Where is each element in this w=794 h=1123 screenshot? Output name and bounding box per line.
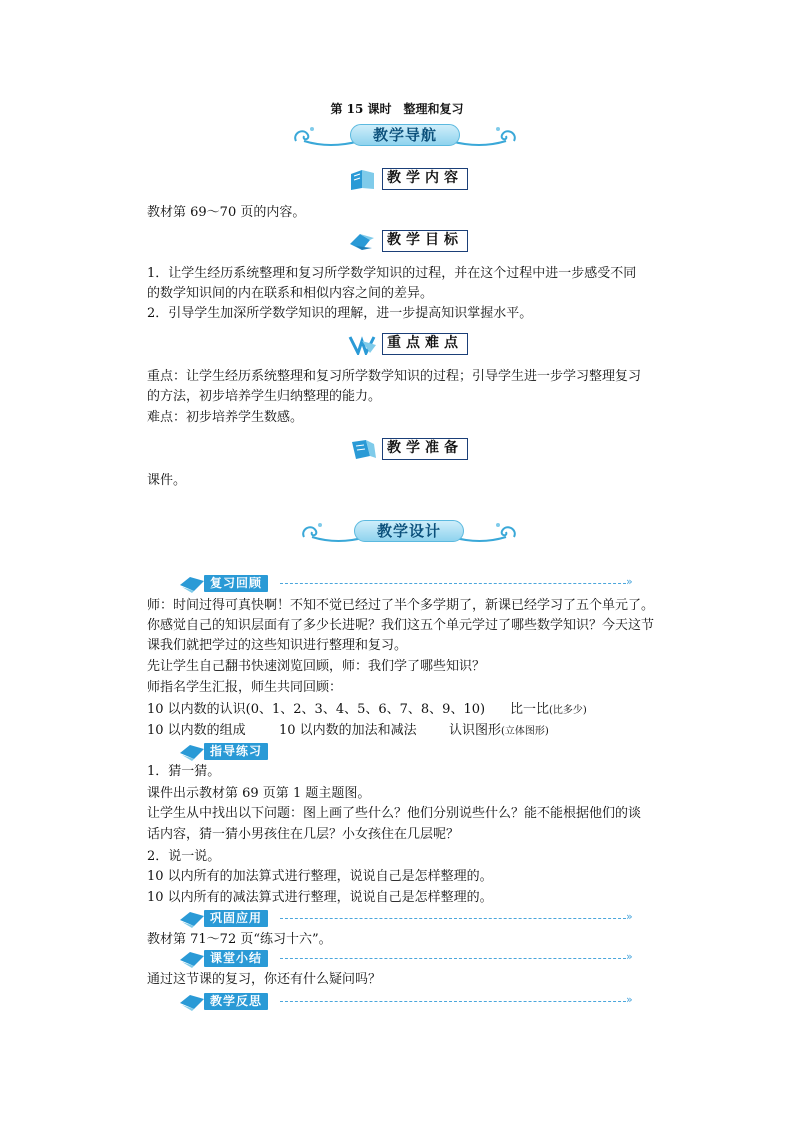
review-topic-5-note: (立体图形) [501, 726, 549, 737]
review-topic-5-text: 认识图形 [449, 723, 502, 738]
section-prep-label: 教学准备 [382, 438, 468, 460]
dashed-arrow-icon [280, 958, 626, 959]
review-line-3: 课我们就把学过的这些知识进行整理和复习。 [147, 638, 408, 653]
tag-review-label: 复习回顾 [204, 575, 268, 592]
practice-line-7: 10 以内所有的减法算式进行整理，说说自己是怎样整理的。 [147, 890, 493, 905]
practice-line-2: 课件出示教材第 69 页第 1 题主题图。 [147, 786, 371, 801]
dashed-arrow-icon: » [626, 993, 633, 1006]
dashed-arrow-icon [280, 918, 626, 919]
practice-line-6: 10 以内所有的加法算式进行整理，说说自己是怎样整理的。 [147, 869, 493, 884]
book-icon [348, 438, 378, 460]
review-line-1: 师：时间过得可真快啊！不知不觉已经过了半个多学期了，新课已经学习了五个单元了。 [147, 598, 655, 613]
goals-line-2: 的数学知识间的内在联系和相似内容之间的差异。 [147, 286, 434, 301]
banner-nav [290, 121, 520, 151]
goals-line-3: 2．引导学生加深所学数学知识的理解，进一步提高知识掌握水平。 [147, 306, 533, 321]
review-topic-4: 10 以内数的加法和减法 [279, 723, 417, 738]
tag-reflection-label: 教学反思 [204, 993, 268, 1010]
book-icon [348, 230, 378, 252]
tag-review [178, 573, 648, 593]
review-topic-5 [449, 723, 549, 740]
review-topic-2-note: (比多少) [549, 705, 587, 716]
review-topic-1: 10 以内数的认识(0、1、2、3、4、5、6、7、8、9、10) [147, 702, 486, 717]
practice-line-5: 2．说一说。 [147, 849, 221, 864]
tag-practice [178, 741, 288, 761]
goals-line-1: 1．让学生经历系统整理和复习所学数学知识的过程，并在这个过程中进一步感受不同 [147, 266, 637, 281]
tag-summary [178, 948, 648, 968]
dashed-arrow-icon: » [626, 950, 633, 963]
banner-design-title: 教学设计 [354, 520, 464, 542]
keypoints-line-2: 的方法，初步培养学生归纳整理的能力。 [147, 389, 382, 404]
review-topic-3: 10 以内数的组成 [147, 723, 246, 738]
content-text: 教材第 69～70 页的内容。 [147, 205, 306, 220]
dashed-arrow-icon [280, 1001, 626, 1002]
review-line-5: 师指名学生汇报，师生共同回顾： [147, 680, 343, 695]
prep-text: 课件。 [147, 473, 187, 488]
keypoints-line-3: 难点：初步培养学生数感。 [147, 410, 304, 425]
tag-apply-label: 巩固应用 [204, 910, 268, 927]
lesson-title: 第 15 课时 整理和复习 [330, 102, 464, 116]
practice-line-4: 话内容，猜一猜小男孩住在几层？小女孩住在几层呢？ [147, 827, 460, 842]
review-line-2: 你感觉自己的知识层面有了多少长进呢？我们这五个单元学过了哪些数学知识？今天这节 [147, 618, 655, 633]
banner-nav-title: 教学导航 [350, 124, 460, 146]
dashed-arrow-icon: » [626, 575, 633, 588]
keypoints-line-1: 重点：让学生经历系统整理和复习所学数学知识的过程；引导学生进一步学习整理复习 [147, 369, 642, 384]
practice-line-1: 1．猜一猜。 [147, 764, 221, 779]
dashed-arrow-icon [280, 583, 626, 584]
tag-apply [178, 908, 648, 928]
apply-text: 教材第 71～72 页“练习十六”。 [147, 932, 332, 947]
section-content-label: 教学内容 [382, 168, 468, 190]
review-topic-2 [510, 702, 587, 719]
section-goals-label: 教学目标 [382, 230, 468, 252]
review-topic-2-text: 比一比 [510, 702, 550, 717]
book-icon [348, 333, 378, 355]
practice-line-3: 让学生从中找出以下问题：图上画了些什么？他们分别说些什么？能不能根据他们的谈 [147, 806, 642, 821]
tag-reflection [178, 991, 648, 1011]
review-line-4: 先让学生自己翻书快速浏览回顾，师：我们学了哪些知识？ [147, 659, 486, 674]
dashed-arrow-icon: » [626, 910, 633, 923]
tag-summary-label: 课堂小结 [204, 950, 268, 967]
summary-text: 通过这节课的复习，你还有什么疑问吗？ [147, 972, 382, 987]
book-icon [348, 168, 378, 190]
banner-design [298, 517, 520, 547]
section-keypoints-label: 重点难点 [382, 333, 468, 355]
tag-practice-label: 指导练习 [204, 743, 268, 760]
